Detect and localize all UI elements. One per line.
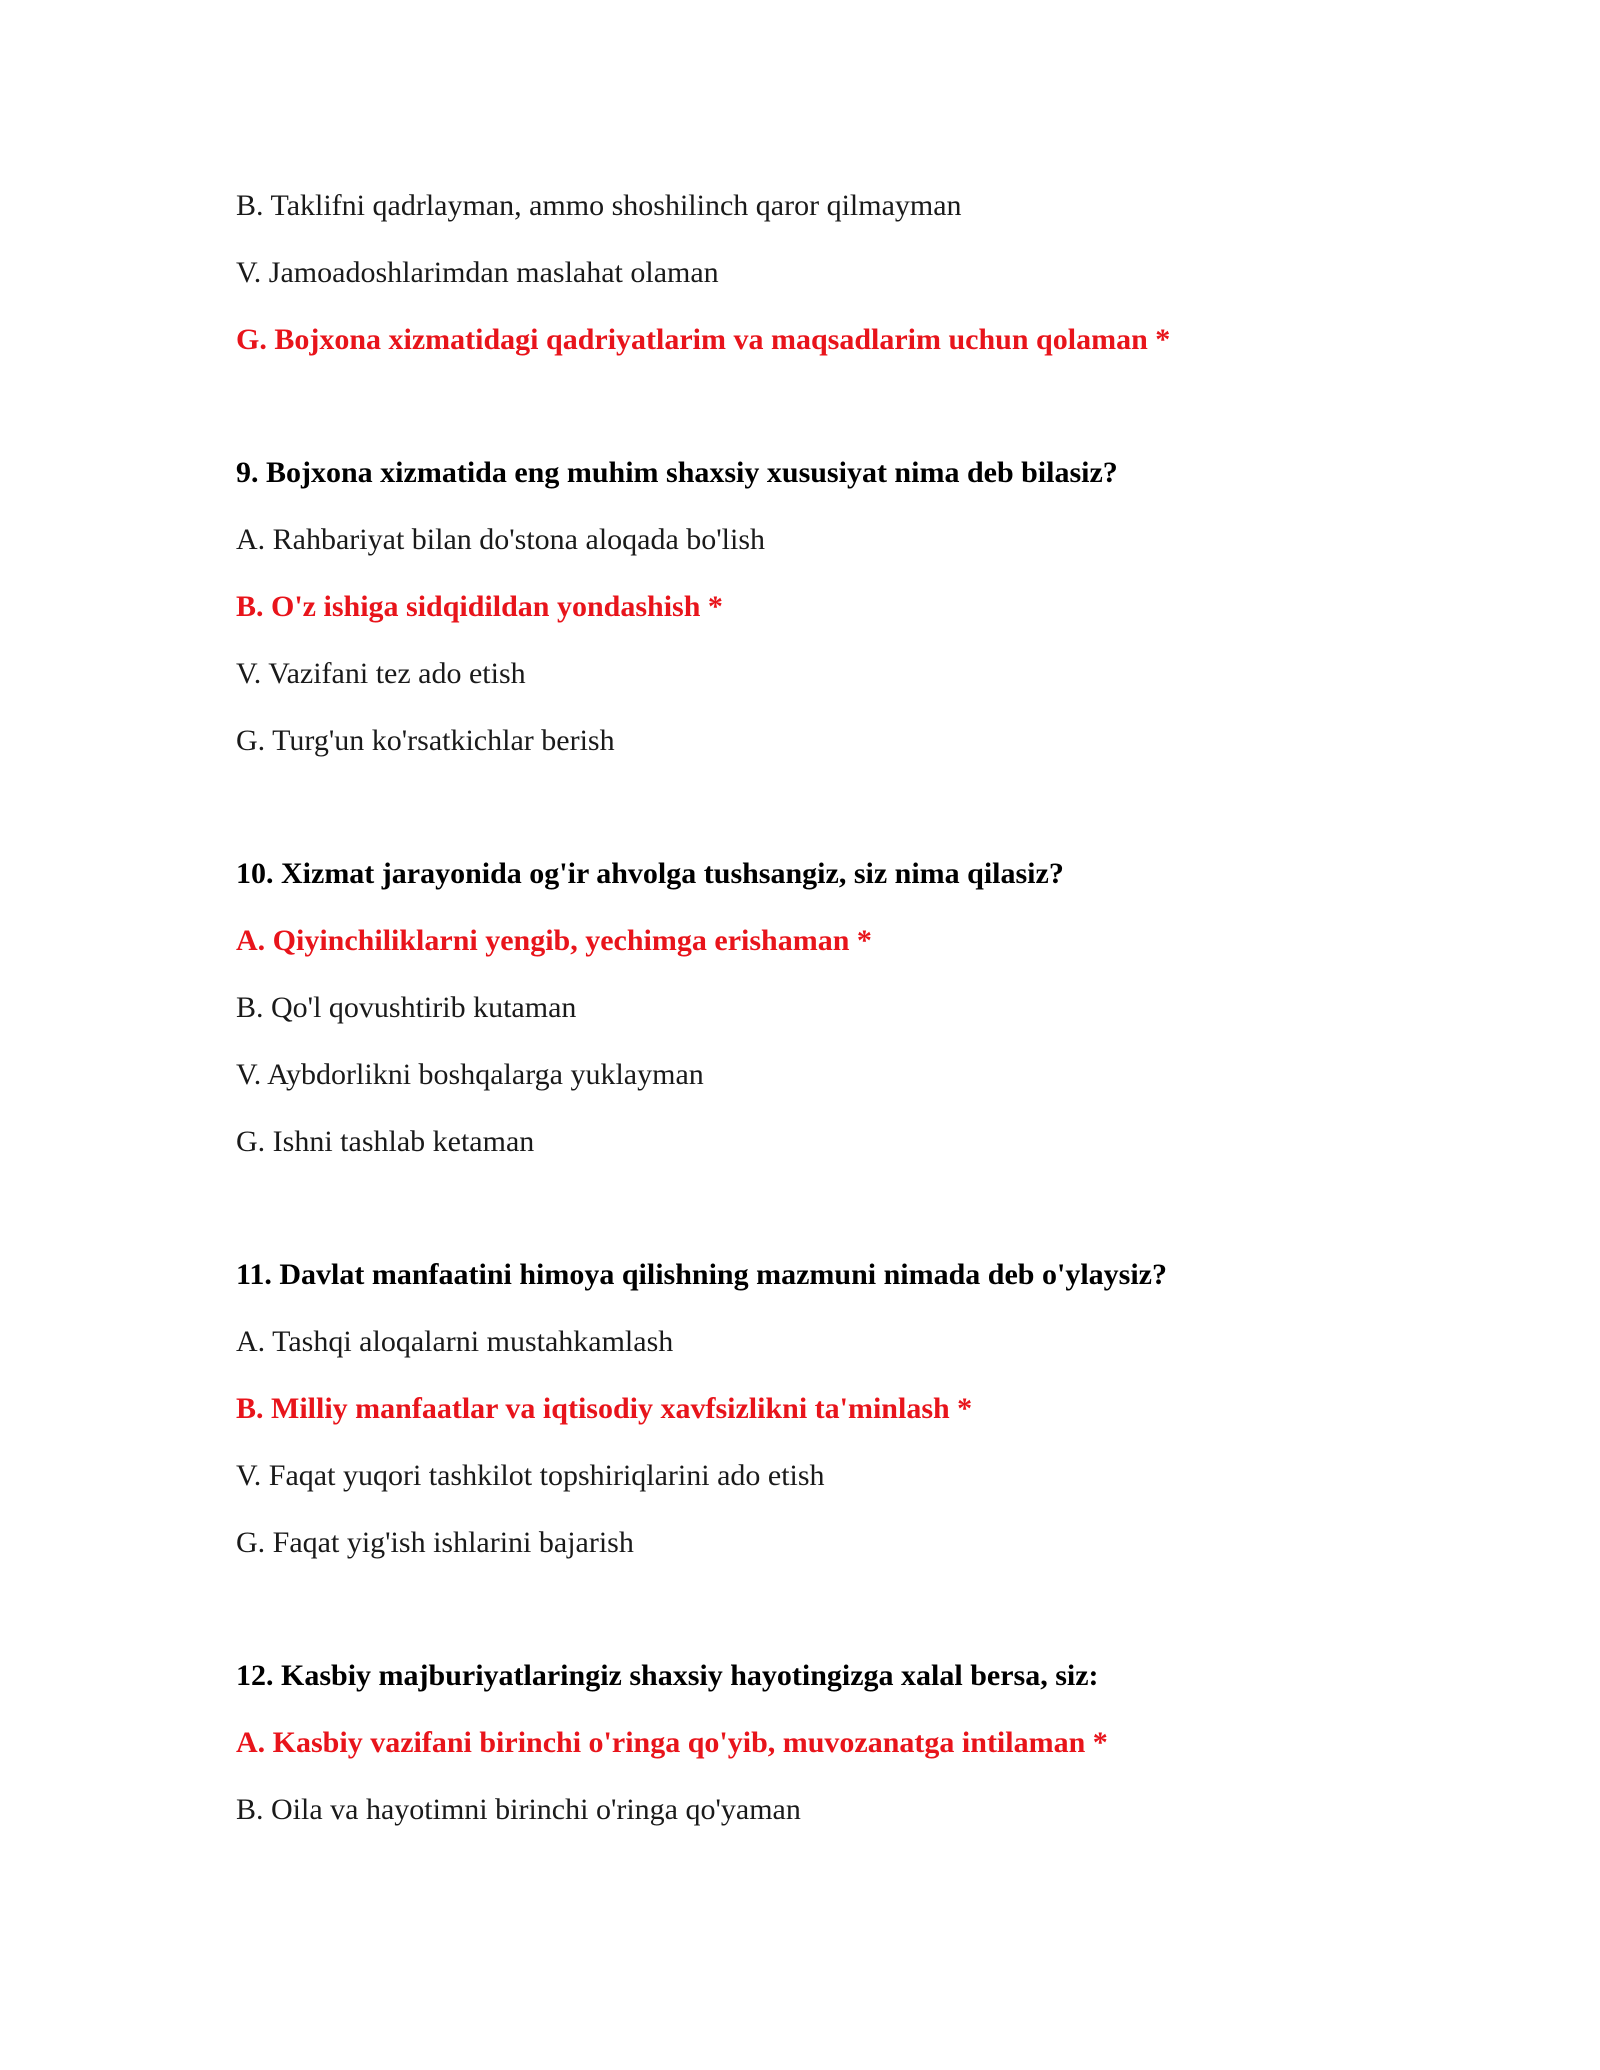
question-12: 12. Kasbiy majburiyatlaringiz shaxsiy hayotingizga xalal bersa, siz: (236, 1659, 1099, 1692)
option-g: G. Ishni tashlab ketaman (236, 1125, 535, 1158)
option-a: A. Tashqi aloqalarni mustahkamlash (236, 1325, 674, 1358)
option-b-correct: B. O'z ishiga sidqidildan yondashish * (236, 590, 723, 623)
option-a-correct: A. Qiyinchiliklarni yengib, yechimga erishaman * (236, 924, 872, 957)
option-b: B. Taklifni qadrlayman, ammo shoshilinch qaror qilmayman (236, 189, 962, 222)
option-a: A. Rahbariyat bilan do'stona aloqada bo'lish (236, 523, 766, 556)
option-v: V. Vazifani tez ado etish (236, 657, 526, 690)
option-b: B. Qo'l qovushtirib kutaman (236, 991, 577, 1024)
option-a-correct: A. Kasbiy vazifani birinchi o'ringa qo'yib, muvozanatga intilaman * (236, 1726, 1108, 1759)
question-10: 10. Xizmat jarayonida og'ir ahvolga tushsangiz, siz nima qilasiz? (236, 857, 1064, 890)
option-b: B. Oila va hayotimni birinchi o'ringa qo'yaman (236, 1793, 801, 1826)
option-g: G. Faqat yig'ish ishlarini bajarish (236, 1526, 634, 1559)
option-v: V. Jamoadoshlarimdan maslahat olaman (236, 256, 719, 289)
question-11: 11. Davlat manfaatini himoya qilishning mazmuni nimada deb o'ylaysiz? (236, 1258, 1167, 1291)
option-b-correct: B. Milliy manfaatlar va iqtisodiy xavfsizlikni ta'minlash * (236, 1392, 973, 1425)
option-v: V. Faqat yuqori tashkilot topshiriqlarini ado etish (236, 1459, 825, 1492)
option-g-correct: G. Bojxona xizmatidagi qadriyatlarim va maqsadlarim uchun qolaman * (236, 323, 1171, 356)
option-v: V. Aybdorlikni boshqalarga yuklayman (236, 1058, 704, 1091)
option-g: G. Turg'un ko'rsatkichlar berish (236, 724, 615, 757)
question-9: 9. Bojxona xizmatida eng muhim shaxsiy xususiyat nima deb bilasiz? (236, 456, 1118, 489)
